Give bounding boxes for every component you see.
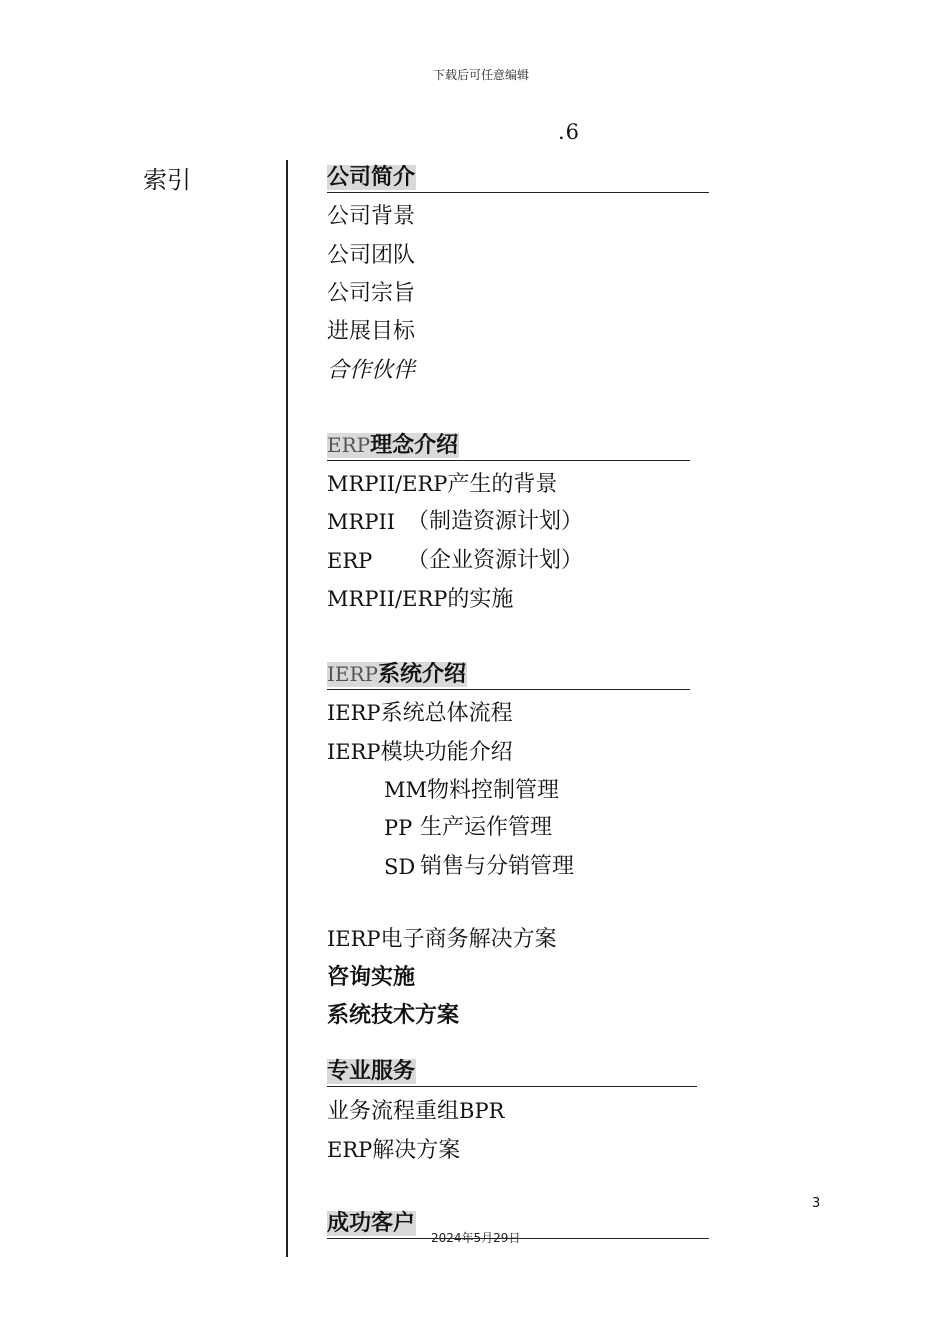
page-header: 下载后可任意编辑 [432, 68, 529, 82]
toc-item: 公司团队 [327, 243, 416, 268]
toc-item: IERP模块功能介绍 [327, 740, 513, 765]
page-number: 3 [812, 1196, 821, 1211]
section-prefix: ERP [327, 433, 371, 457]
section-heading-company [327, 164, 709, 193]
index-label: 索引 [143, 166, 191, 194]
toc-item: 业务流程重组BPR [327, 1099, 505, 1124]
section-title: 系统介绍 [378, 662, 467, 687]
section-title: 专业服务 [327, 1059, 416, 1084]
section-heading-ierp [327, 660, 690, 690]
toc-item: 公司背景 [327, 204, 416, 229]
toc-item: MRPII （制造资源计划） [327, 509, 584, 534]
toc-item: 合作伙伴 [327, 358, 416, 383]
toc-item: ERP解决方案 [327, 1138, 461, 1163]
toc-item: MRPII/ERP的实施 [327, 587, 514, 612]
section-heading-erp [327, 431, 690, 461]
toc-item: IERP电子商务解决方案 [327, 927, 557, 952]
section-prefix: IERP [327, 662, 379, 686]
toc-subitem: SD 销售与分销管理 [384, 854, 575, 879]
toc-subitem: PP 生产运作管理 [384, 815, 553, 840]
top-number: .6 [558, 120, 581, 144]
toc-item: 公司宗旨 [327, 281, 416, 306]
toc-item: 进展目标 [327, 319, 416, 344]
toc-subitem: MM物料控制管理 [384, 778, 560, 803]
section-heading-services [327, 1058, 697, 1087]
footer-date: 2024年5月29日 [431, 1231, 521, 1245]
toc-heading: 系统技术方案 [327, 1003, 460, 1028]
section-title: 成功客户 [327, 1211, 416, 1236]
section-title: 理念介绍 [370, 433, 459, 458]
section-title: 公司简介 [327, 165, 416, 190]
toc-item: ERP （企业资源计划） [327, 548, 584, 573]
toc-item: IERP系统总体流程 [327, 701, 513, 726]
vertical-divider [286, 160, 288, 1257]
toc-item: MRPII/ERP产生的背景 [327, 472, 558, 497]
toc-heading: 咨询实施 [327, 965, 416, 990]
